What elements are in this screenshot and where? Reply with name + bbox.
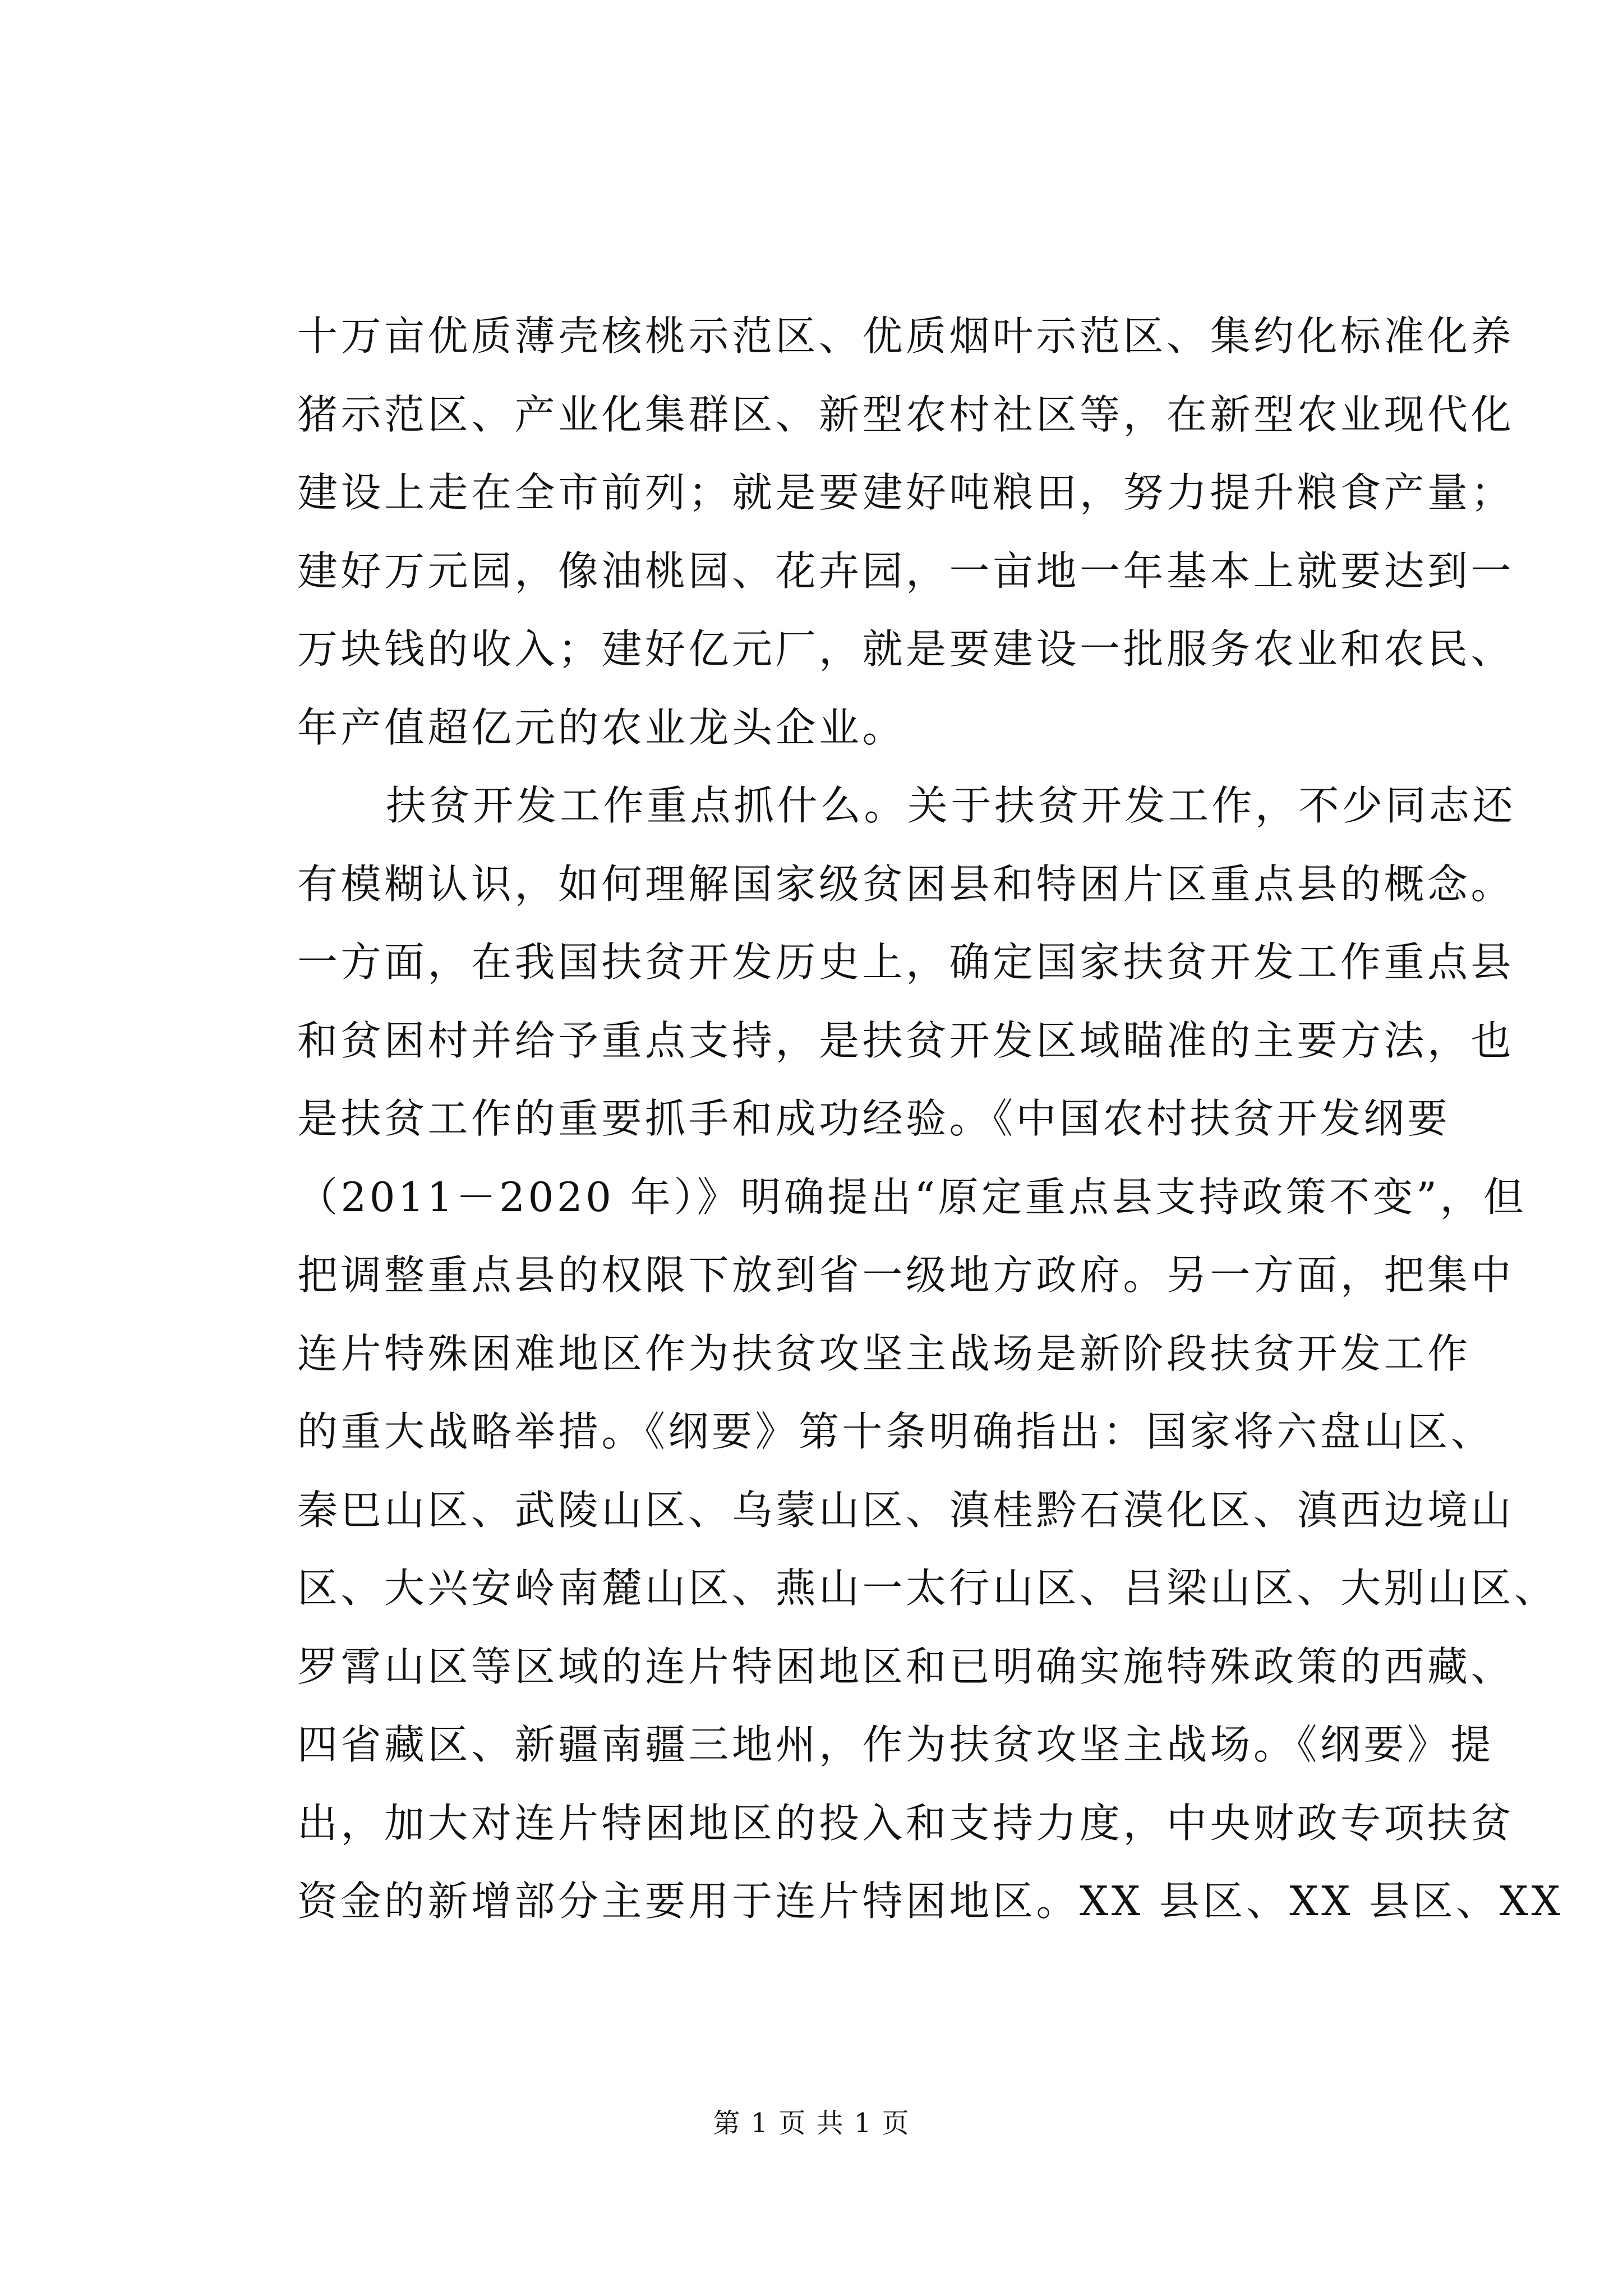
page-footer: 第 1 页 共 1 页 (713, 2108, 910, 2139)
text-line: （2011－2020 年）》明确提出“原定重点县支持政策不变”，但 (297, 1173, 1527, 1221)
text-line: 和贫困村并给予重点支持，是扶贫开发区域瞄准的主要方法，也 (297, 1016, 1515, 1064)
text-line: 出，加大对连片特困地区的投入和支持力度，中央财政专项扶贫 (297, 1799, 1515, 1847)
text-line: 连片特殊困难地区作为扶贫攻坚主战场是新阶段扶贫开发工作 (297, 1329, 1471, 1377)
text-line: 万块钱的收入；建好亿元厂，就是要建设一批服务农业和农民、 (297, 625, 1515, 673)
text-line: 是扶贫工作的重要抓手和成功经验。《中国农村扶贫开发纲要 (297, 1095, 1451, 1142)
text-line: 秦巴山区、武陵山区、乌蒙山区、滇桂黔石漠化区、滇西边境山 (297, 1486, 1515, 1534)
text-line: 四省藏区、新疆南疆三地州，作为扶贫攻坚主战场。《纲要》提 (297, 1721, 1495, 1768)
text-line: 的重大战略举措。《纲要》第十条明确指出：国家将六盘山区、 (297, 1408, 1495, 1455)
body-text (297, 297, 1564, 1941)
text-line: 一方面，在我国扶贫开发历史上，确定国家扶贫开发工作重点县 (297, 938, 1515, 986)
text-line: 把调整重点县的权限下放到省一级地方政府。另一方面，把集中 (297, 1251, 1515, 1299)
text-line: 扶贫开发工作重点抓什么。关于扶贫开发工作，不少同志还 (386, 782, 1516, 829)
text-line: 有模糊认识，如何理解国家级贫困县和特困片区重点县的概念。 (297, 860, 1515, 908)
text-line: 资金的新增部分主要用于连片特困地区。XX 县区、XX 县区、XX (297, 1878, 1564, 1925)
text-line: 区、大兴安岭南麓山区、燕山一太行山区、吕梁山区、大别山区、 (297, 1565, 1558, 1612)
text-line: 猪示范区、产业化集群区、新型农村社区等，在新型农业现代化 (297, 390, 1515, 438)
text-line: 罗霄山区等区域的连片特困地区和已明确实施特殊政策的西藏、 (297, 1642, 1515, 1690)
text-line: 年产值超亿元的农业龙头企业。 (297, 703, 906, 751)
text-line: 建设上走在全市前列；就是要建好吨粮田，努力提升粮食产量； (297, 469, 1515, 516)
text-line: 建好万元园，像油桃园、花卉园，一亩地一年基本上就要达到一 (297, 547, 1515, 595)
text-line: 十万亩优质薄壳核桃示范区、优质烟叶示范区、集约化标准化养 (297, 312, 1515, 360)
